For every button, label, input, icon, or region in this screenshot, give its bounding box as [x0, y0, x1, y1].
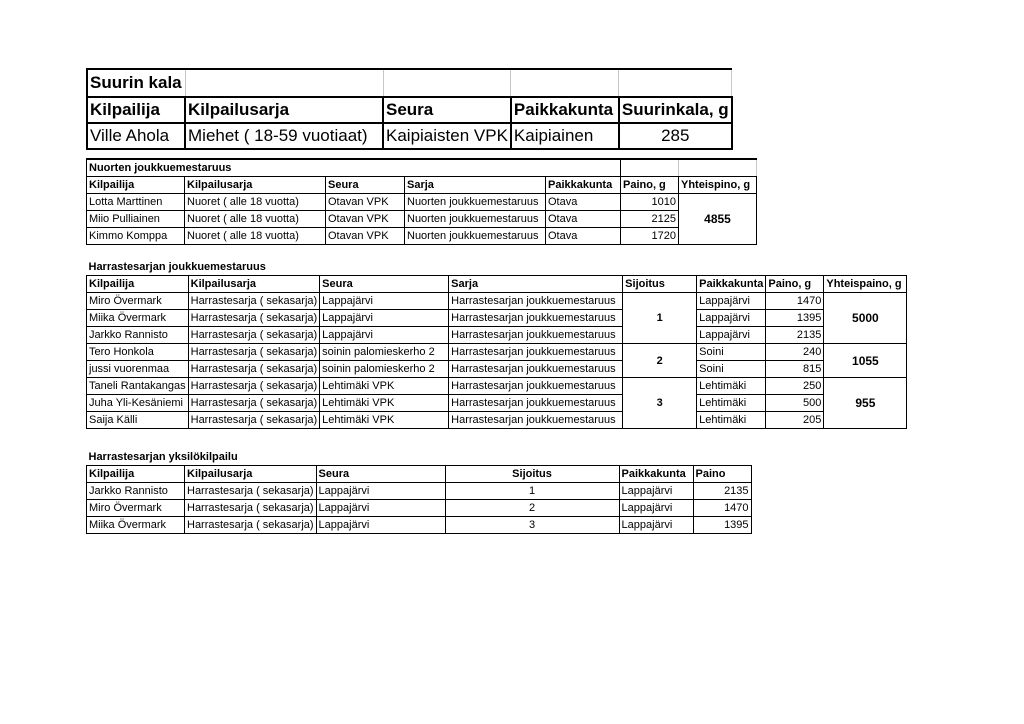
cell: 2 — [445, 500, 619, 517]
column-header: Paino, g — [766, 276, 824, 293]
cell: Nuoret ( alle 18 vuotta) — [185, 211, 326, 228]
cell: Lappajärvi — [697, 327, 766, 344]
nuorten-header-row — [87, 177, 757, 194]
cell: Miio Pulliainen — [87, 211, 185, 228]
cell: Harrastesarjan joukkuemestaruus — [449, 395, 623, 412]
cell: Miro Övermark — [87, 293, 189, 310]
cell: 250 — [766, 378, 824, 395]
cell: Nuorten joukkuemestaruus — [405, 211, 546, 228]
suurin-kala-table — [86, 68, 733, 150]
nuorten-table — [86, 158, 757, 245]
harraste-joukkue-header-row — [87, 276, 907, 293]
column-header: Paikkakunta — [619, 466, 693, 483]
cell: Harrastesarja ( sekasarja) — [185, 483, 317, 500]
suurin-kala-title: Suurin kala — [87, 69, 185, 97]
harraste-yksilo-title-row — [87, 449, 752, 466]
cell: Lotta Marttinen — [87, 194, 185, 211]
cell: Lappajärvi — [697, 310, 766, 327]
table-row — [87, 517, 752, 534]
cell: 815 — [766, 361, 824, 378]
cell: Otava — [546, 194, 621, 211]
table-row — [87, 395, 907, 412]
cell: Harrastesarja ( sekasarja) — [185, 517, 317, 534]
column-header: Sarja — [405, 177, 546, 194]
cell: Nuoret ( alle 18 vuotta) — [185, 228, 326, 245]
cell: 1395 — [693, 517, 751, 534]
cell: Lappajärvi — [697, 293, 766, 310]
cell: 2125 — [621, 211, 679, 228]
cell: Miika Övermark — [87, 310, 189, 327]
column-header: Seura — [383, 97, 511, 123]
cell: Harrastesarja ( sekasarja) — [188, 327, 320, 344]
cell: Lehtimäki VPK — [320, 395, 449, 412]
harraste-joukkue-title: Harrastesarjan joukkuemestaruus — [87, 259, 907, 276]
cell: Miro Övermark — [87, 500, 185, 517]
cell: Harrastesarja ( sekasarja) — [188, 361, 320, 378]
cell: 1470 — [766, 293, 824, 310]
cell: Harrastesarjan joukkuemestaruus — [449, 378, 623, 395]
cell: Tero Honkola — [87, 344, 189, 361]
team-placing: 1 — [623, 293, 697, 344]
nuorten-title: Nuorten joukkuemestaruus — [87, 159, 621, 177]
column-header: Seura — [326, 177, 405, 194]
cell: 500 — [766, 395, 824, 412]
column-header: Sarja — [449, 276, 623, 293]
cell: Otavan VPK — [326, 211, 405, 228]
cell: Harrastesarjan joukkuemestaruus — [449, 310, 623, 327]
suurin-kala-header-row — [87, 97, 732, 123]
column-header: Sijoitus — [623, 276, 697, 293]
harraste-joukkue-table — [86, 259, 907, 429]
table-row — [87, 378, 907, 395]
cell: Juha Yli-Kesäniemi — [87, 395, 189, 412]
cell: 285 — [619, 123, 732, 149]
cell: Harrastesarjan joukkuemestaruus — [449, 344, 623, 361]
cell: soinin palomieskerho 2 — [320, 344, 449, 361]
column-header: Seura — [316, 466, 445, 483]
cell: 3 — [445, 517, 619, 534]
table-row — [87, 211, 757, 228]
cell: Harrastesarjan joukkuemestaruus — [449, 327, 623, 344]
cell: Nuoret ( alle 18 vuotta) — [185, 194, 326, 211]
team-total: 4855 — [679, 194, 757, 245]
column-header: Kilpailija — [87, 466, 185, 483]
suurin-kala-title-row — [87, 69, 732, 97]
table-row — [87, 228, 757, 245]
column-header: Yhteispino, g — [679, 177, 757, 194]
cell: Lappajärvi — [320, 327, 449, 344]
cell: Miika Övermark — [87, 517, 185, 534]
cell: Lappajärvi — [316, 500, 445, 517]
cell: Lehtimäki VPK — [320, 412, 449, 429]
cell: Harrastesarjan joukkuemestaruus — [449, 361, 623, 378]
harraste-yksilo-header-row — [87, 466, 752, 483]
cell: Soini — [697, 361, 766, 378]
column-header: Kilpailusarja — [185, 97, 383, 123]
cell: Harrastesarjan joukkuemestaruus — [449, 412, 623, 429]
cell: Otavan VPK — [326, 228, 405, 245]
cell: Lehtimäki VPK — [320, 378, 449, 395]
cell: Saija Källi — [87, 412, 189, 429]
cell: Ville Ahola — [87, 123, 185, 149]
table-row — [87, 310, 907, 327]
cell: Harrastesarja ( sekasarja) — [188, 293, 320, 310]
cell: Harrastesarja ( sekasarja) — [188, 395, 320, 412]
cell: Harrastesarja ( sekasarja) — [188, 344, 320, 361]
cell: Lappajärvi — [316, 483, 445, 500]
column-header: Kilpailusarja — [185, 466, 317, 483]
cell: Otava — [546, 211, 621, 228]
cell: Jarkko Rannisto — [87, 327, 189, 344]
column-header: Yhteispaino, g — [824, 276, 907, 293]
cell: 1395 — [766, 310, 824, 327]
cell: Jarkko Rannisto — [87, 483, 185, 500]
team-total: 5000 — [824, 293, 907, 344]
table-row — [87, 293, 907, 310]
cell: 1010 — [621, 194, 679, 211]
cell: 2135 — [693, 483, 751, 500]
cell: Lappajärvi — [619, 500, 693, 517]
cell: Lehtimäki — [697, 395, 766, 412]
cell: Lappajärvi — [320, 310, 449, 327]
cell: soinin palomieskerho 2 — [320, 361, 449, 378]
cell: Lappajärvi — [619, 483, 693, 500]
column-header: Paikkakunta — [511, 97, 619, 123]
column-header: Kilpailija — [87, 177, 185, 194]
column-header: Kilpailusarja — [185, 177, 326, 194]
cell: Otavan VPK — [326, 194, 405, 211]
cell: Harrastesarjan joukkuemestaruus — [449, 293, 623, 310]
harraste-yksilo-title: Harrastesarjan yksilökilpailu — [87, 449, 752, 466]
cell: Lappajärvi — [320, 293, 449, 310]
column-header: Paino — [693, 466, 751, 483]
cell: Lehtimäki — [697, 378, 766, 395]
team-placing: 2 — [623, 344, 697, 378]
cell: Taneli Rantakangas — [87, 378, 189, 395]
cell: Otava — [546, 228, 621, 245]
cell: Kaipiainen — [511, 123, 619, 149]
table-row — [87, 123, 732, 149]
column-header: Paikkakunta — [546, 177, 621, 194]
column-header: Suurinkala, g — [619, 97, 732, 123]
cell: 240 — [766, 344, 824, 361]
cell: Kimmo Komppa — [87, 228, 185, 245]
team-total: 1055 — [824, 344, 907, 378]
nuorten-title-row — [87, 159, 757, 177]
cell: Nuorten joukkuemestaruus — [405, 228, 546, 245]
cell: Lappajärvi — [316, 517, 445, 534]
column-header: Sijoitus — [445, 466, 619, 483]
cell: Miehet ( 18-59 vuotiaat) — [185, 123, 383, 149]
cell: Soini — [697, 344, 766, 361]
cell: 205 — [766, 412, 824, 429]
cell: 1 — [445, 483, 619, 500]
cell: jussi vuorenmaa — [87, 361, 189, 378]
column-header: Kilpailusarja — [188, 276, 320, 293]
cell: Nuorten joukkuemestaruus — [405, 194, 546, 211]
cell: Lappajärvi — [619, 517, 693, 534]
table-row — [87, 483, 752, 500]
harraste-yksilo-table — [86, 449, 752, 534]
team-placing: 3 — [623, 378, 697, 429]
column-header: Kilpailija — [87, 97, 185, 123]
column-header: Kilpailija — [87, 276, 189, 293]
column-header: Paikkakunta — [697, 276, 766, 293]
table-row — [87, 344, 907, 361]
table-row — [87, 361, 907, 378]
cell: Harrastesarja ( sekasarja) — [185, 500, 317, 517]
cell: 2135 — [766, 327, 824, 344]
harraste-joukkue-title-row — [87, 259, 907, 276]
table-row — [87, 194, 757, 211]
cell: 1470 — [693, 500, 751, 517]
table-row — [87, 500, 752, 517]
cell: Kaipiaisten VPK — [383, 123, 511, 149]
column-header: Paino, g — [621, 177, 679, 194]
column-header: Seura — [320, 276, 449, 293]
cell: 1720 — [621, 228, 679, 245]
cell: Harrastesarja ( sekasarja) — [188, 378, 320, 395]
table-row — [87, 412, 907, 429]
cell: Harrastesarja ( sekasarja) — [188, 412, 320, 429]
cell: Harrastesarja ( sekasarja) — [188, 310, 320, 327]
table-row — [87, 327, 907, 344]
cell: Lehtimäki — [697, 412, 766, 429]
team-total: 955 — [824, 378, 907, 429]
